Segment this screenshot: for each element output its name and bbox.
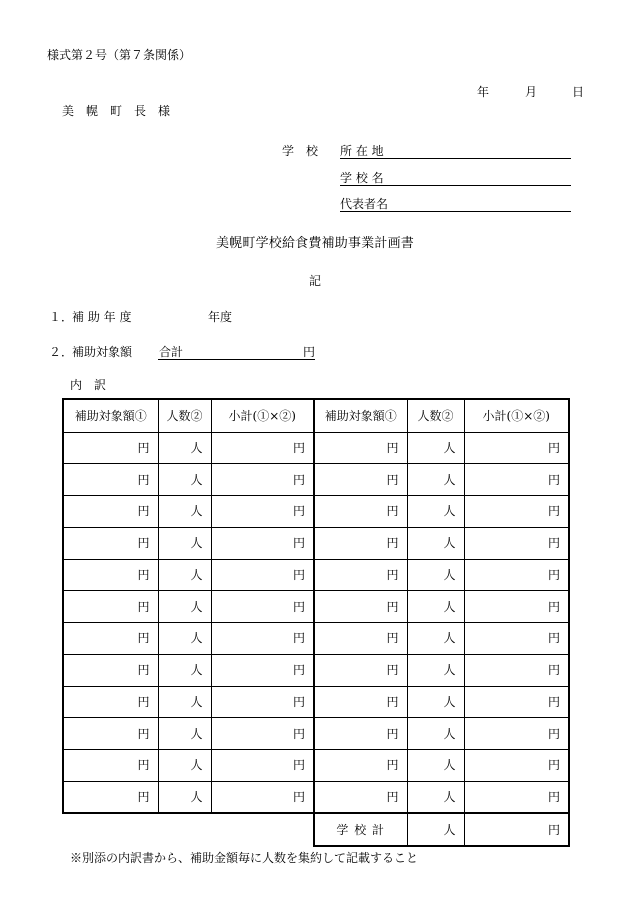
cell-amount-left: 円 xyxy=(63,686,158,718)
cell-amount-left: 円 xyxy=(63,750,158,782)
school-total-amount-unit: 円 xyxy=(464,813,569,846)
header-people-left: 人数② xyxy=(158,399,211,432)
cell-amount-right: 円 xyxy=(314,591,407,623)
table-row xyxy=(63,464,569,496)
cell-subtotal-right: 円 xyxy=(464,527,569,559)
document-title: 美幌町学校給食費補助事業計画書 xyxy=(215,236,414,251)
cell-subtotal-left: 円 xyxy=(211,686,314,718)
cell-amount-left: 円 xyxy=(63,654,158,686)
table-row xyxy=(63,559,569,591)
cell-amount-left: 円 xyxy=(63,496,158,528)
cell-people-left: 人 xyxy=(158,654,211,686)
date-month-label: 月 xyxy=(525,85,538,99)
applicant-school-label: 学 校 xyxy=(282,144,319,158)
table-row xyxy=(63,432,569,464)
header-amount-right: 補助対象額① xyxy=(314,399,407,432)
cell-subtotal-right: 円 xyxy=(464,591,569,623)
cell-people-right: 人 xyxy=(407,464,464,496)
cell-people-right: 人 xyxy=(407,654,464,686)
table-row xyxy=(63,496,569,528)
cell-subtotal-right: 円 xyxy=(464,623,569,655)
cell-people-left: 人 xyxy=(158,686,211,718)
cell-people-right: 人 xyxy=(407,559,464,591)
cell-people-right: 人 xyxy=(407,718,464,750)
cell-subtotal-right: 円 xyxy=(464,654,569,686)
cell-people-left: 人 xyxy=(158,781,211,813)
cell-amount-right: 円 xyxy=(314,623,407,655)
cell-subtotal-left: 円 xyxy=(211,496,314,528)
cell-subtotal-left: 円 xyxy=(211,527,314,559)
address-field-label: 所 在 地 xyxy=(340,144,384,158)
item-subsidy-amount-number: ２． xyxy=(49,345,74,359)
cell-amount-right: 円 xyxy=(314,432,407,464)
cell-subtotal-left: 円 xyxy=(211,654,314,686)
cell-people-right: 人 xyxy=(407,496,464,528)
cell-amount-left: 円 xyxy=(63,527,158,559)
breakdown-table xyxy=(62,398,570,847)
item-fiscal-year-label: 補 助 年 度 xyxy=(72,310,132,324)
cell-amount-right: 円 xyxy=(314,496,407,528)
header-subtotal-left: 小計(①×②) xyxy=(211,399,314,432)
school-name-field-label: 学 校 名 xyxy=(340,171,384,185)
breakdown-rows xyxy=(63,432,569,813)
header-amount-left: 補助対象額① xyxy=(63,399,158,432)
cell-subtotal-left: 円 xyxy=(211,559,314,591)
cell-subtotal-right: 円 xyxy=(464,464,569,496)
addressee: 美 幌 町 長 様 xyxy=(62,104,171,118)
cell-subtotal-left: 円 xyxy=(211,623,314,655)
cell-subtotal-right: 円 xyxy=(464,718,569,750)
cell-subtotal-left: 円 xyxy=(211,591,314,623)
cell-subtotal-left: 円 xyxy=(211,718,314,750)
cell-subtotal-left: 円 xyxy=(211,432,314,464)
cell-people-left: 人 xyxy=(158,432,211,464)
subsidy-total-field xyxy=(158,345,315,360)
school-total-people-unit: 人 xyxy=(407,813,464,846)
header-people-right: 人数② xyxy=(407,399,464,432)
item-fiscal-year-suffix: 年度 xyxy=(208,310,233,324)
school-total-row xyxy=(63,813,569,846)
cell-amount-left: 円 xyxy=(63,432,158,464)
school-total-spacer xyxy=(63,813,314,846)
cell-subtotal-right: 円 xyxy=(464,686,569,718)
header-subtotal-right: 小計(①×②) xyxy=(464,399,569,432)
cell-people-left: 人 xyxy=(158,527,211,559)
representative-field-label: 代表者名 xyxy=(340,197,389,211)
cell-amount-left: 円 xyxy=(63,718,158,750)
form-number: 様式第２号（第７条関係） xyxy=(47,48,192,62)
date-day-label: 日 xyxy=(572,85,585,99)
cell-amount-right: 円 xyxy=(314,750,407,782)
table-row xyxy=(63,591,569,623)
representative-field xyxy=(340,197,571,212)
breakdown-heading: 内 訳 xyxy=(70,378,107,392)
cell-amount-right: 円 xyxy=(314,718,407,750)
cell-people-left: 人 xyxy=(158,559,211,591)
school-name-field xyxy=(340,171,571,186)
table-row xyxy=(63,623,569,655)
cell-people-left: 人 xyxy=(158,464,211,496)
cell-people-right: 人 xyxy=(407,623,464,655)
cell-amount-right: 円 xyxy=(314,464,407,496)
table-row xyxy=(63,750,569,782)
cell-amount-left: 円 xyxy=(63,781,158,813)
cell-amount-left: 円 xyxy=(63,559,158,591)
cell-people-right: 人 xyxy=(407,432,464,464)
note-heading: 記 xyxy=(309,274,322,288)
subsidy-total-unit: 円 xyxy=(302,345,315,359)
cell-amount-left: 円 xyxy=(63,591,158,623)
cell-subtotal-left: 円 xyxy=(211,781,314,813)
table-row xyxy=(63,686,569,718)
cell-subtotal-right: 円 xyxy=(464,432,569,464)
cell-amount-left: 円 xyxy=(63,464,158,496)
cell-people-right: 人 xyxy=(407,527,464,559)
address-field xyxy=(340,144,571,159)
cell-people-left: 人 xyxy=(158,718,211,750)
school-total-label: 学 校 計 xyxy=(314,813,407,846)
item-fiscal-year-number: １． xyxy=(49,310,74,324)
cell-amount-right: 円 xyxy=(314,559,407,591)
item-subsidy-amount-label: 補助対象額 xyxy=(72,345,133,359)
cell-people-left: 人 xyxy=(158,623,211,655)
cell-subtotal-right: 円 xyxy=(464,559,569,591)
cell-people-left: 人 xyxy=(158,591,211,623)
cell-amount-right: 円 xyxy=(314,686,407,718)
table-row xyxy=(63,527,569,559)
cell-amount-right: 円 xyxy=(314,527,407,559)
subsidy-total-label: 合計 xyxy=(159,345,184,359)
cell-people-left: 人 xyxy=(158,496,211,528)
cell-people-right: 人 xyxy=(407,591,464,623)
cell-people-right: 人 xyxy=(407,686,464,718)
date-year-label: 年 xyxy=(477,85,490,99)
cell-people-left: 人 xyxy=(158,750,211,782)
cell-amount-left: 円 xyxy=(63,623,158,655)
table-row xyxy=(63,718,569,750)
cell-amount-right: 円 xyxy=(314,781,407,813)
cell-subtotal-right: 円 xyxy=(464,496,569,528)
cell-amount-right: 円 xyxy=(314,654,407,686)
cell-subtotal-right: 円 xyxy=(464,750,569,782)
table-header-row xyxy=(63,399,569,432)
cell-people-right: 人 xyxy=(407,750,464,782)
cell-subtotal-left: 円 xyxy=(211,464,314,496)
cell-people-right: 人 xyxy=(407,781,464,813)
cell-subtotal-right: 円 xyxy=(464,781,569,813)
cell-subtotal-left: 円 xyxy=(211,750,314,782)
table-row xyxy=(63,654,569,686)
table-row xyxy=(63,781,569,813)
footnote: ※別添の内訳書から、補助金額毎に人数を集約して記載すること xyxy=(70,851,419,865)
